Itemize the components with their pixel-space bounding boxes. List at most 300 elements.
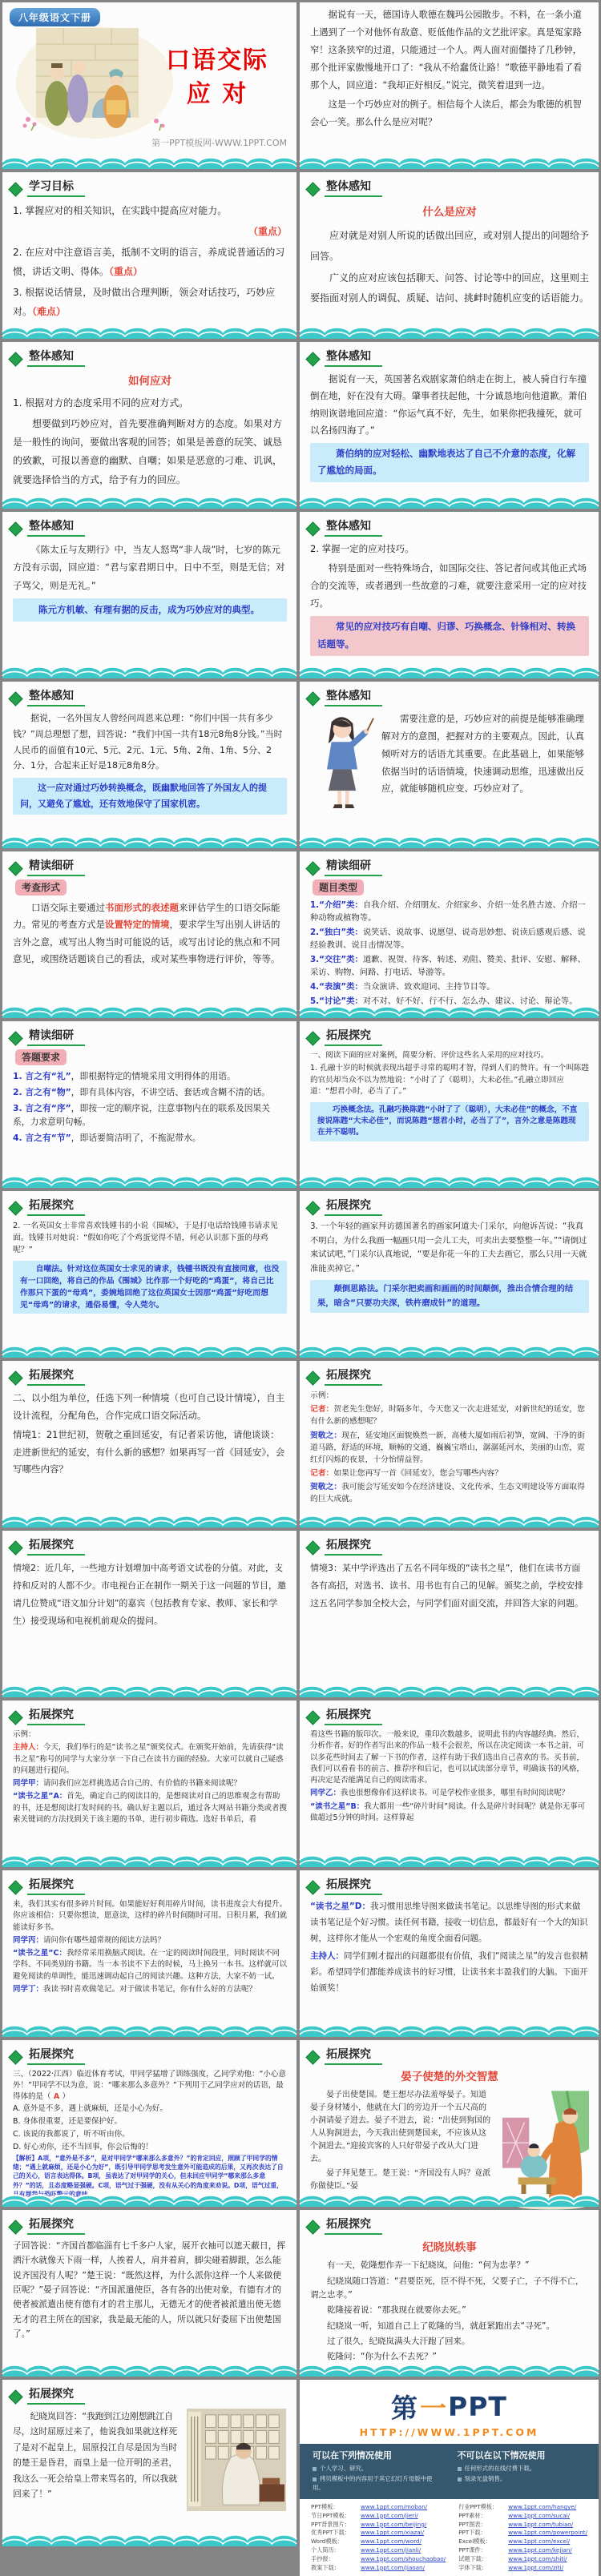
text-segment: 书面形式的表述题 [105, 902, 179, 913]
section-header [2, 172, 296, 197]
slide-thumbnail-1 [2, 2, 296, 169]
text-segment: 同学丁： [13, 1984, 44, 1994]
paragraph [310, 1899, 589, 1947]
text-segment: （重点） [248, 226, 287, 237]
lesson-title: 口语交际 应 对 [166, 46, 268, 108]
paragraph [13, 2069, 287, 2102]
text-segment: 来评估学生的口语交际能力。常见的考查方式是 [13, 902, 280, 931]
text-segment: 1.“介绍”类： [310, 900, 363, 910]
slide-thumbnail-25 [2, 2040, 296, 2207]
diamond-bullet-icon [305, 861, 320, 875]
section-header-label: 拓展探究 [27, 1876, 85, 1895]
wave-decoration [2, 493, 296, 509]
text-segment: 首先，确定自己的阅读目的，是想阅读对自己的思维观念有帮助的书，还是想阅读打发时间的书。确认好主题以后，通过各大网站书籍分类或者搜索关键词的方法找到关于该主题的书单，进行初步筛选。选好书单后，看 [13, 1792, 288, 1824]
paragraph [13, 1984, 287, 1995]
link-row: PPT下载： www.1ppt.com/powerpoint/ [458, 2529, 587, 2537]
diamond-bullet-icon [305, 1371, 320, 1385]
text-segment: 2. 言之有“物” [13, 1086, 71, 1097]
slide-body [300, 1386, 599, 1525]
wave-decoration [300, 2021, 599, 2037]
text-segment: 《陈太丘与友期行》中，当友人怒骂“非人哉”时，七岁的陈元方没有示弱，回应道：“君与家君期日中。日中不至，则是无信；对子骂父，则是无礼。” [13, 544, 285, 591]
section-header-label: 拓展探究 [325, 2216, 382, 2235]
text-segment: 2. 掌握一定的应对技巧。 [310, 543, 414, 554]
slide-body [2, 1065, 296, 1165]
site-link[interactable]: www.1ppt.com/moban/ [361, 2503, 428, 2510]
slide-thumbnail-8 [300, 512, 599, 678]
section-header-label: 拓展探究 [325, 1366, 382, 1386]
diamond-bullet-icon [8, 2050, 22, 2064]
text-segment: 陈元方机敏、有理有据的反击，成为巧妙应对的典型。 [20, 604, 260, 616]
section-header [300, 1870, 599, 1895]
link-row: Word模板： www.1ppt.com/word/ [311, 2538, 422, 2546]
paragraph [13, 201, 287, 220]
section-header [300, 1531, 599, 1556]
text-segment: 1. 掌握应对的相关知识，在实践中提高应对能力。 [13, 205, 228, 216]
slide-thumbnail-21 [2, 1701, 296, 1867]
paragraph [13, 2116, 287, 2127]
site-link[interactable]: www.1ppt.com/kejian/ [508, 2546, 572, 2554]
site-link[interactable]: www.1ppt.com/shouchaobao/ [361, 2554, 446, 2562]
text-segment: 纪晓岚回答：“我跑到江边刚想跳江自尽，这时屈原过来了，他说我如果就这样死了是对不起皇上，屈原投江自尽是因为当时的楚王是昏君，而皇上是一位开明的圣君，我这么一死会给皇上带来骂名的，所以我就回来了！” [13, 2411, 178, 2500]
site-link[interactable]: www.1ppt.com/powerpoint/ [508, 2529, 587, 2537]
section-header-label: 拓展探究 [27, 1197, 85, 1216]
wave-decoration [2, 323, 296, 339]
text-segment: 应对就是对别人所说的话做出回应，或对别人提出的问题给予回答。 [310, 230, 590, 262]
highlight-box [310, 1102, 589, 1141]
text-segment: 有一天，乾隆想作弄一下纪晓岚，问他：“何为忠孝？” [327, 2260, 530, 2271]
text-segment: 晏子出使楚国。楚王想尽办法羞辱晏子。知道晏子身材矮小，他就在大门的旁边开一个五尺高的小洞请晏子进去。晏子不进去，说：“出使到狗国的人从狗洞进去，今天我出使到楚国来，不应该从这个洞进去。”迎接宾客的人只好带晏子改从大门进去。 [310, 2090, 491, 2163]
slide-thumbnail-9 [2, 682, 296, 848]
section-header-label: 拓展探究 [325, 1536, 382, 1556]
slide-thumbnail-14 [300, 1021, 599, 1188]
paragraph [13, 1729, 287, 1741]
text-segment: 贺老先生您好，时隔多年，今天您又一次走进延安，对新世纪的延安，您有什么新的感想呢？ [310, 1405, 585, 1427]
site-link[interactable]: www.1ppt.com/tubiao/ [508, 2520, 574, 2528]
highlight-box [310, 616, 589, 656]
paragraph [310, 1063, 589, 1097]
slide-thumbnail-22 [300, 1701, 599, 1867]
text-segment: 1. 根据对方的态度采用不同的应对方式。 [13, 397, 189, 409]
site-link[interactable]: www.1ppt.com/sucai/ [508, 2511, 571, 2519]
text-segment: 主持人： [310, 1950, 344, 1961]
slide-body [2, 706, 296, 832]
text-segment: 我可能会写延安如今在经济建设、文化传承、生态文明建设等方面取得的巨大成就。 [310, 1483, 585, 1504]
text-segment: ，即根据特定的情境采用文明得体的用语。 [71, 1071, 236, 1081]
wave-decoration [300, 1002, 599, 1018]
section-header [2, 2210, 296, 2235]
usage-terms-band [300, 2444, 599, 2499]
topic-badge: 题目类型 [313, 879, 364, 896]
text-segment: 我大都用一些“碎片时间”阅读。什么是碎片时间呢？就是你无事可做超过5分钟的时间。这样算起 [310, 1801, 586, 1822]
text-segment: 现在，延安地区面貌焕然一新，高楼大厦如雨后初笋，宽阔、干净的街道马路，舒适的环境，顺畅的交通，巍巍宝塔山，潺潺延河水，美丽的山峦，霓红灯闪烁的夜景，十分怡情益智。 [310, 1431, 585, 1464]
text-segment: B. 身体很重要，还是要保护好。 [13, 2117, 123, 2127]
section-header [2, 2040, 296, 2065]
wave-decoration [300, 1681, 599, 1697]
site-url-link[interactable]: HTTP://WWW.1PPT.COM [359, 2426, 539, 2438]
paragraph [13, 1427, 287, 1479]
text-segment: 看这些书籍的版印次。一般来说，重印次数越多，说明此书的内容越经典。然后，分析作者。好的作者写出来的作品一般不会很差，所以在决定阅读一本书之前，可以多花些时间去了解一下书的作者，这样有助于我们选出自己喜欢的书。买书前，我们可以看看书的前言、推荐序和后记，也可以试读部分章节，明确该书的风格，再决定是否能满足自己的阅读需求。 [310, 1730, 585, 1785]
text-segment: 情境2：近几年，一些地方计划增加中高考语文试卷的分值。对此，支持和反对的人都不少。市电视台正在制作一期关于这一问题的节目，邀请几位赞成“语文加分计划”的嘉宾（包括教育专家、教师、家长和学生）接受现场和电视机前观众的提问。 [13, 1563, 286, 1626]
text-segment: 巧换概念法。孔融巧换陈韪“小时了了（聪明），大未必佳”的概念，不直接说陈韪“大未必佳”，而说陈韪“想君小时，必当了了”，言外之意是陈韪现在并不聪明。 [317, 1105, 578, 1137]
text-segment: 3. 根据说话情景，及时做出合理判断，领会对话技巧，巧妙应对。 [13, 287, 276, 317]
section-header-label: 整体感知 [325, 687, 382, 706]
site-link[interactable]: www.1ppt.com/jianli/ [361, 2546, 422, 2554]
section-header-label: 学习目标 [27, 178, 85, 197]
slide-body [2, 367, 296, 509]
text-segment: 记者： [310, 1469, 334, 1479]
wave-decoration [2, 2361, 296, 2377]
section-header [2, 682, 296, 706]
allowed-uses: 可以在下列情况使用 个人学习、研究。 拷贝模板中的内容用于其它幻灯片母版中使用。 [313, 2450, 433, 2491]
first-ppt-logo: 第 一 PPT [300, 2388, 599, 2425]
text-segment: 子回答说：“齐国首都临淄有七千多户人家，展开衣袖可以遮天蔽日，挥洒汗水就像天下雨一样，人挨着人，肩并着肩，脚尖碰着脚跟，怎么能说齐国没有人呢？”楚王说：“既然这样，为什么派你这样一个人来做使臣呢？”晏子回答说：“齐国派遣使臣，各有各的出使对象，有德有才的使者被派遣出使有德有才的君主那儿，无德无才的使者被派遣出使无德无才的君主所在的国家，我是最无能的人，所以就只好委屈下出使楚国了。” [13, 2240, 286, 2340]
text-segment: 贺敬之： [310, 1431, 342, 1440]
diamond-bullet-icon [305, 352, 320, 366]
slide-thumbnail-24 [300, 1870, 599, 2037]
section-header-label: 拓展探究 [27, 1706, 85, 1725]
link-row: PPT图表： www.1ppt.com/tubiao/ [458, 2520, 574, 2528]
slide-thumbnail-3 [2, 172, 296, 339]
section-header [300, 2040, 599, 2065]
site-link[interactable]: www.1ppt.com/ziti/ [508, 2563, 564, 2571]
slide-thumbnail-10 [300, 682, 599, 848]
text-segment: 3.“交往”类： [310, 954, 363, 964]
section-header [300, 1361, 599, 1386]
text-segment: 二、以小组为单位，任选下列一种情境（也可自己设计情境），自主设计流程，分配角色，合作完成口语交际活动。 [13, 1392, 285, 1421]
paragraph [13, 1220, 287, 1257]
section-header [2, 2380, 296, 2405]
link-row: 教案下载： www.1ppt.com/jiaoan/ [311, 2563, 426, 2571]
diamond-bullet-icon [8, 521, 22, 536]
paragraph [310, 1430, 589, 1467]
section-header-label: 拓展探究 [325, 2046, 382, 2065]
logo-dash-icon: 一 [420, 2393, 447, 2424]
paragraph [310, 954, 589, 980]
text-segment: 1. 孔融十岁的时候就表现出超乎寻常的聪明才智，得到人们的赞许。有一个叫陈韪的官员却当众不以为然地说：“小时了了（聪明），大未必佳。”孔融立即回应道：“想君小时，必当了了。” [310, 1064, 589, 1097]
text-segment: 示例： [310, 1391, 334, 1400]
diamond-bullet-icon [8, 691, 22, 706]
section-header-label: 整体感知 [27, 348, 85, 367]
diamond-bullet-icon [8, 1031, 22, 1045]
site-link[interactable]: www.1ppt.com/word/ [361, 2538, 422, 2546]
slide-body [2, 1556, 296, 1649]
link-row: PPT背景图片： www.1ppt.com/beijing/ [311, 2520, 427, 2528]
slide-body [300, 1216, 599, 1330]
paragraph [13, 1899, 287, 1934]
paragraph [13, 222, 287, 241]
section-header-label: 拓展探究 [325, 1027, 382, 1046]
diamond-bullet-icon [8, 1201, 22, 1215]
site-link[interactable]: www.1ppt.com/xiazai/ [361, 2529, 425, 2537]
site-watermark: 第一PPT模板网-WWW.1PPT.COM [151, 138, 287, 148]
paragraph [13, 1948, 287, 1982]
link-row: 字体下载： www.1ppt.com/ziti/ [458, 2563, 564, 2571]
paragraph [13, 2142, 287, 2153]
section-header [2, 1701, 296, 1725]
wave-decoration [2, 1681, 296, 1697]
slide-thumbnail-15 [2, 1191, 296, 1358]
slide-thumbnail-19 [2, 1531, 296, 1697]
paragraph [13, 541, 287, 594]
text-segment: 纪晓岚一听，知道自己上了乾隆的当，就赶紧跑出去“寻死”。 [327, 2320, 555, 2331]
text-segment: 同学们刚才提出的问题都很有价值，我们“阅读之星”的发言也很精彩。希望同学们都能养成读书的好习惯，让读书来丰盈我们的大脑。下面开始颁奖！ [310, 1950, 588, 1993]
paragraph [310, 2304, 589, 2317]
wave-decoration [300, 2191, 599, 2207]
paragraph [13, 1131, 287, 1145]
section-header-label: 整体感知 [325, 178, 382, 197]
text-segment: 示例： [13, 1730, 36, 1739]
text-segment: 主持人： [13, 1743, 44, 1753]
text-segment: （难点） [32, 306, 67, 317]
paragraph [310, 541, 589, 558]
slide-body [300, 1725, 599, 1843]
text-segment: 同学甲： [13, 1779, 44, 1788]
slide-thumbnail-2 [300, 2, 599, 169]
text-segment: 情境1：21世纪初，贺敬之重回延安，有记者采访他，请他谈谈：走进新世纪的延安，有什么新的感想？如果再写一首《回延安》，会写哪些内容？ [13, 1428, 285, 1475]
paragraph [310, 96, 589, 131]
wave-decoration [300, 1851, 599, 1867]
paragraph [310, 1729, 589, 1786]
section-header-label: 整体感知 [325, 348, 382, 367]
jixiaolan-painting [186, 2409, 287, 2511]
highlight-box [310, 443, 589, 482]
teacher-illustration [310, 710, 374, 811]
text-segment: 2.“独白”类： [310, 927, 363, 937]
text-segment: “读书之星”C： [13, 1949, 67, 1958]
paragraph [310, 560, 589, 613]
site-link[interactable]: www.1ppt.com/shiti/ [508, 2554, 567, 2562]
slide-title: 晏子使楚的外交智慧 [401, 2071, 498, 2083]
grade-badge: 八年级语文下册 [10, 8, 100, 26]
text-segment: 3. 一个年轻的画家拜访德国著名的画家阿道夫·门采尔，向他诉苦说：“我真不明白，为什么我画一幅画只用一会儿工夫，可卖出去要整整一年。”“请倒过来试试吧，”门采尔认真地说，“要是你花一年的工夫去画它，那么只用一天就准能卖掉它。” [310, 1222, 587, 1274]
text-segment: 自嘲法。针对这位英国女士求见的请求，钱锺书既没有直接同意，也没有一口回绝，将自己的作品《围城》比作那一个好吃的“鸡蛋”，将自己比作那只下蛋的“母鸡”，委婉地回绝了这位英国女士因那“鸡蛋”好吃而想见“母鸡”的请求，通俗易懂，令人莞尔。 [20, 1264, 280, 1310]
paragraph [13, 1390, 287, 1425]
paragraph [13, 900, 287, 968]
slide-body [300, 2, 599, 151]
slide-thumbnail-12 [300, 851, 599, 1018]
link-row: 试题下载： www.1ppt.com/shiti/ [458, 2554, 567, 2562]
link-row: Excel模板： www.1ppt.com/excel/ [458, 2538, 571, 2546]
section-header [300, 342, 599, 367]
section-header-label: 精读细研 [27, 1027, 85, 1046]
paragraph [13, 1069, 287, 1084]
forbidden-uses: 不可以在以下情况使用 任何形式的在线付费下载。 刻录光盘销售。 [457, 2450, 546, 2482]
text-segment: C. 该说的我都说了，听不听由你。 [13, 2129, 130, 2139]
section-header-label: 精读细研 [27, 857, 85, 876]
text-segment: 口语交际主要通过 [31, 902, 105, 913]
text-segment: 贺敬之： [310, 1483, 342, 1492]
diamond-bullet-icon [8, 1371, 22, 1385]
paragraph [310, 1390, 589, 1402]
text-segment: 我读书时喜欢做笔记。对于做读书笔记，你有什么好的方法呢？ [43, 1984, 257, 1994]
slide-title: 什么是应对 [422, 206, 477, 219]
slide-body [2, 537, 296, 639]
diamond-bullet-icon [8, 861, 22, 875]
section-header-label: 整体感知 [27, 687, 85, 706]
section-header [300, 1701, 599, 1725]
slide-body [2, 2405, 296, 2522]
text-segment: 4.“表演”类： [310, 981, 363, 992]
text-segment: 过了很久，纪晓岚满头大汗跑了回来。 [327, 2336, 470, 2346]
square-bullet-icon [458, 2467, 462, 2471]
link-row: PPT模板： www.1ppt.com/moban/ [311, 2503, 428, 2510]
section-header-label: 拓展探究 [325, 1706, 382, 1725]
slide-body [2, 1895, 296, 2015]
paragraph [13, 1791, 287, 1825]
site-links [300, 2499, 599, 2576]
text-segment: （重点） [109, 266, 143, 277]
link-row: 手抄报： www.1ppt.com/shouchaobao/ [311, 2554, 446, 2562]
diamond-bullet-icon [8, 2389, 22, 2404]
diamond-bullet-icon [8, 1540, 22, 1555]
paragraph [13, 283, 287, 321]
slide-thumbnail-26 [300, 2040, 599, 2207]
highlight-box [310, 1280, 589, 1313]
paragraph [13, 1085, 287, 1100]
text-segment: 3. 言之有“序” [13, 1102, 71, 1113]
slide-body [2, 2235, 296, 2361]
wave-decoration [2, 2530, 296, 2546]
paragraph [13, 415, 287, 490]
text-segment: “读书之星”D： [310, 1902, 371, 1911]
text-segment: A. 意外是不多，遇上就麻烦，还是小心为好。 [13, 2104, 167, 2114]
paragraph [310, 1220, 589, 1276]
section-header [2, 1870, 296, 1895]
text-segment: 乾隆接着说：“那我现在就要你去死。” [327, 2305, 466, 2316]
slide-thumbnail-16 [300, 1191, 599, 1358]
site-link[interactable]: www.1ppt.com/excel/ [508, 2538, 571, 2546]
site-link[interactable]: www.1ppt.com/jieri/ [361, 2511, 418, 2519]
paragraph [13, 2103, 287, 2115]
text-segment: A [50, 2091, 63, 2101]
wave-decoration [2, 662, 296, 678]
site-link[interactable]: www.1ppt.com/jiaoan/ [361, 2563, 426, 2571]
site-link[interactable]: www.1ppt.com/hangye/ [508, 2503, 577, 2510]
text-segment: 需要注意的是，巧妙应对的前提是能够准确理解对方的意图，把握对方的主要观点。因此，认真倾听对方的话语尤其重要。在此基础上，如果能够依据当时的话语情境，快速调动思维，迅速做出反应，就能够随机应变、巧妙应对了。 [381, 713, 584, 795]
section-header [2, 512, 296, 537]
section-header [2, 851, 296, 876]
paragraph [13, 710, 287, 774]
slide-title: 如何应对 [128, 375, 171, 388]
text-segment: 请问我们应怎样挑选适合自己的、有价值的书籍来阅读呢？ [43, 1779, 242, 1788]
text-segment: 据说有一天，英国著名戏剧家萧伯纳走在街上，被人骑自行车撞倒在地，好在没有大碍。肇事者扶起他，十分诚恳地向他道歉。萧伯纳则诙谐地回应道：“你运气真不好，先生，如果你把我撞死，就可以名扬四海了。” [310, 373, 587, 436]
section-header-label: 整体感知 [325, 517, 382, 537]
text-segment: 这一应对通过巧妙转换概念，既幽默地回答了外国友人的提问，又避免了尴尬，还有效地保守了国家机密。 [20, 783, 267, 809]
slide-thumbnail-11 [2, 851, 296, 1018]
diamond-bullet-icon [305, 2050, 320, 2064]
text-segment: 我习惯用思维导图来做读书笔记。以思维导图的形式来做读书笔记是个好习惯。读任何书籍，接收一切信息，都最好有一个大的知识树，这样你才能从一个宏观的角度全面看问题。 [310, 1902, 588, 1943]
text-segment: 说笑话、说故事、说愿望、说奇思妙想、说读后感观后感、说经验教训、说目击情况等。 [310, 927, 586, 950]
slide-thumbnail-6 [300, 342, 599, 509]
paragraph [310, 927, 589, 952]
text-segment: 我也很想像你们这样读书。可是学校作业很多，哪里有时间阅读呢？ [341, 1789, 570, 1798]
text-segment: 1. 言之有“礼” [13, 1071, 71, 1081]
link-row: 行业PPT模板： www.1ppt.com/hangye/ [458, 2503, 577, 2510]
slide-body [2, 197, 296, 340]
diamond-bullet-icon [305, 1880, 320, 1894]
diamond-bullet-icon [305, 1540, 320, 1555]
text-segment: 【解析】A项，“意外是不多”，是对甲同学“哪来那么多意外？”的肯定回应，照顾了甲同学的情绪；“遇上就麻烦，还是小心为好”，既引导甲同学思考发生意外可能造成的后果，又再次表达了自己的关心，语言表达得体。B项，虽表达了对甲同学的关心，但未回应甲同学“哪来那么多意外？”的话，且态度略显强硬。C项，语气过于强硬，没有从关心的角度来劝说。D项，语气过重，且有埋怨与恐吓警示的意味。 [13, 2155, 284, 2198]
diamond-bullet-icon [305, 1201, 320, 1215]
wave-decoration [2, 1511, 296, 1527]
paragraph [310, 1403, 589, 1427]
slide-title: 纪晓岚轶事 [422, 2241, 477, 2254]
slide-thumbnail-7 [2, 512, 296, 678]
text-segment: 2. 一名英国女士非常喜欢钱锺书的小说《围城》，于是打电话给钱锺书请求见面。钱锺书对她说：“假如你吃了个鸡蛋觉得不错，何必认识那下蛋的母鸡呢？” [13, 1222, 278, 1255]
paragraph [13, 1778, 287, 1789]
site-link[interactable]: www.1ppt.com/beijing/ [361, 2520, 427, 2528]
paragraph [13, 2239, 287, 2341]
text-segment: 想要做到巧妙应对，首先要准确判断对方的态度。如果对方是一般性的询问，要做出客观的回答；如果是善意的玩笑、诚恳的致歉，可报以善意的幽默、自嘲；如果是恶意的刁难、讥讽，就要选择恰当的方式，给予有力的回应。 [13, 417, 283, 485]
wave-decoration [300, 1172, 599, 1188]
paragraph [13, 1101, 287, 1130]
text-segment: 颠倒思路法。门采尔把卖画和画画的时间颠倒，推出合情合理的结果，暗含“只要功夫深，铁杵磨成针”的道理。 [317, 1284, 574, 1308]
text-segment: 设置特定的情境 [105, 919, 170, 931]
text-segment: 如果让您再写一首《回延安》，您会写哪些内容？ [333, 1469, 503, 1479]
diamond-bullet-icon [305, 1031, 320, 1045]
text-segment: 自我介绍、介绍朋友、介绍家乡、介绍一处名胜古迹、介绍一种动物或植物等。 [310, 900, 586, 923]
slide-body [300, 1895, 599, 2016]
slide-thumbnail-28 [300, 2210, 599, 2377]
text-segment: 情境3：某中学评选出了五名不同年级的“读书之星”，他们在读书方面各有高招，对选书、读书、用书也有自己的见解。颁奖之前，学校安排这五名同学参加全校大会，与同学们面对面交流，并回答大家的问题。 [310, 1563, 583, 1608]
section-header [2, 1531, 296, 1556]
slide-body [2, 1386, 296, 1498]
wave-decoration [2, 1002, 296, 1018]
slide-body [300, 706, 599, 817]
section-header-label: 整体感知 [27, 517, 85, 537]
slide-body [300, 537, 599, 674]
text-segment: ） [62, 2091, 70, 2101]
text-segment: 今天，我们举行的是“读书之星”颁奖仪式。在颁奖开始前，先请获得“读书之星”称号的同学与大家分享一下自己在读书方面的经验。大家可以就自己疑惑的问题进行提问。 [13, 1743, 284, 1775]
text-segment: 广义的应对应该包括聊天、问答、讨论等中的回应，这里则主要指面对别人的调侃、质疑、诘问、挑衅时随机应变的话语能力。 [310, 272, 590, 304]
section-header [2, 342, 296, 367]
paragraph [310, 1481, 589, 1505]
paragraph [310, 1560, 589, 1612]
section-header [2, 1021, 296, 1046]
link-row: 优秀PPT下载： www.1ppt.com/xiazai/ [311, 2529, 425, 2537]
paragraph [310, 1788, 589, 1799]
paragraph [13, 243, 287, 281]
slide-body [2, 1725, 296, 1845]
section-header-label: 拓展探究 [27, 1366, 85, 1386]
diamond-bullet-icon [8, 352, 22, 366]
square-bullet-icon [313, 2467, 317, 2471]
text-segment: 据说有一天，德国诗人歌德在魏玛公园散步。不料，在一条小道上遇到了一个对他怀有敌意、贬低他作品的文艺批评家。真是冤家路窄！这条狭窄的过道，只能通过一个人。两人面对面僵持了几秒钟，那个批评家傲慢地开口了：“我从不给蠢货让路！”歌德平静地看了看那个人，回应道：“我却正好相反。”说完，微笑着退到一边。 [310, 10, 583, 91]
text-segment: 晏子拜见楚王。楚王说：“齐国没有人吗？竟派你做使臣。”晏 [310, 2168, 491, 2191]
diamond-bullet-icon [305, 691, 320, 706]
text-segment: 一、阅读下面的应对案例，简要分析、评价这些名人采用的应对技巧。 [310, 1051, 549, 1060]
diamond-bullet-icon [305, 521, 320, 536]
section-header-label: 拓展探究 [27, 2385, 85, 2405]
text-segment: 我经常采用换脑式阅读。在一定的阅读时间段里，同时阅读不同学科、不同类别的书籍。当一本书读不下去的时候，马上换另一本书。这样就可以避免阅读的单调性，能迅速调动起自己的阅读兴趣。这种方法，大家不妨一试。 [13, 1949, 288, 1981]
text-segment: 来，我们其实有很多碎片时间。如果能好好利用碎片时间，读书进度会大有提升。你应该相信：只要你想读，愿意读，这样的碎片时间随时可用。日积月累，我们就能读好多书。 [13, 1900, 288, 1932]
link-row: PPT素材： www.1ppt.com/sucai/ [458, 2511, 571, 2519]
paragraph [13, 1560, 287, 1630]
highlight-box [13, 1261, 287, 1314]
paragraph [310, 2275, 589, 2303]
wave-decoration [2, 1172, 296, 1188]
text-segment: 2. 在应对中注意语言美，抵制不文明的语言，养成说普通话的习惯，讲话文明、得体。 [13, 247, 285, 277]
text-segment: ，即话要简洁明了，不拖泥带水。 [71, 1133, 201, 1144]
section-header-label: 拓展探究 [27, 1536, 85, 1556]
paragraph [310, 900, 589, 925]
section-header [2, 1361, 296, 1386]
paragraph [13, 1742, 287, 1777]
topic-badge: 考查形式 [15, 879, 67, 896]
text-segment: 请问你有哪些超常规的阅读方法吗？ [43, 1935, 166, 1945]
text-segment: 据说，一名外国友人曾经问周恩来总理：“你们中国一共有多少钱？”周总理想了想，回答说：“我们中国一共有18元8角8分钱。”当时人民币的面值有10元、5元、2元、1元、5角、2角、1角、5分、2分、1分，合起来正好是18元8角8分。 [13, 713, 283, 771]
wave-decoration [300, 832, 599, 848]
